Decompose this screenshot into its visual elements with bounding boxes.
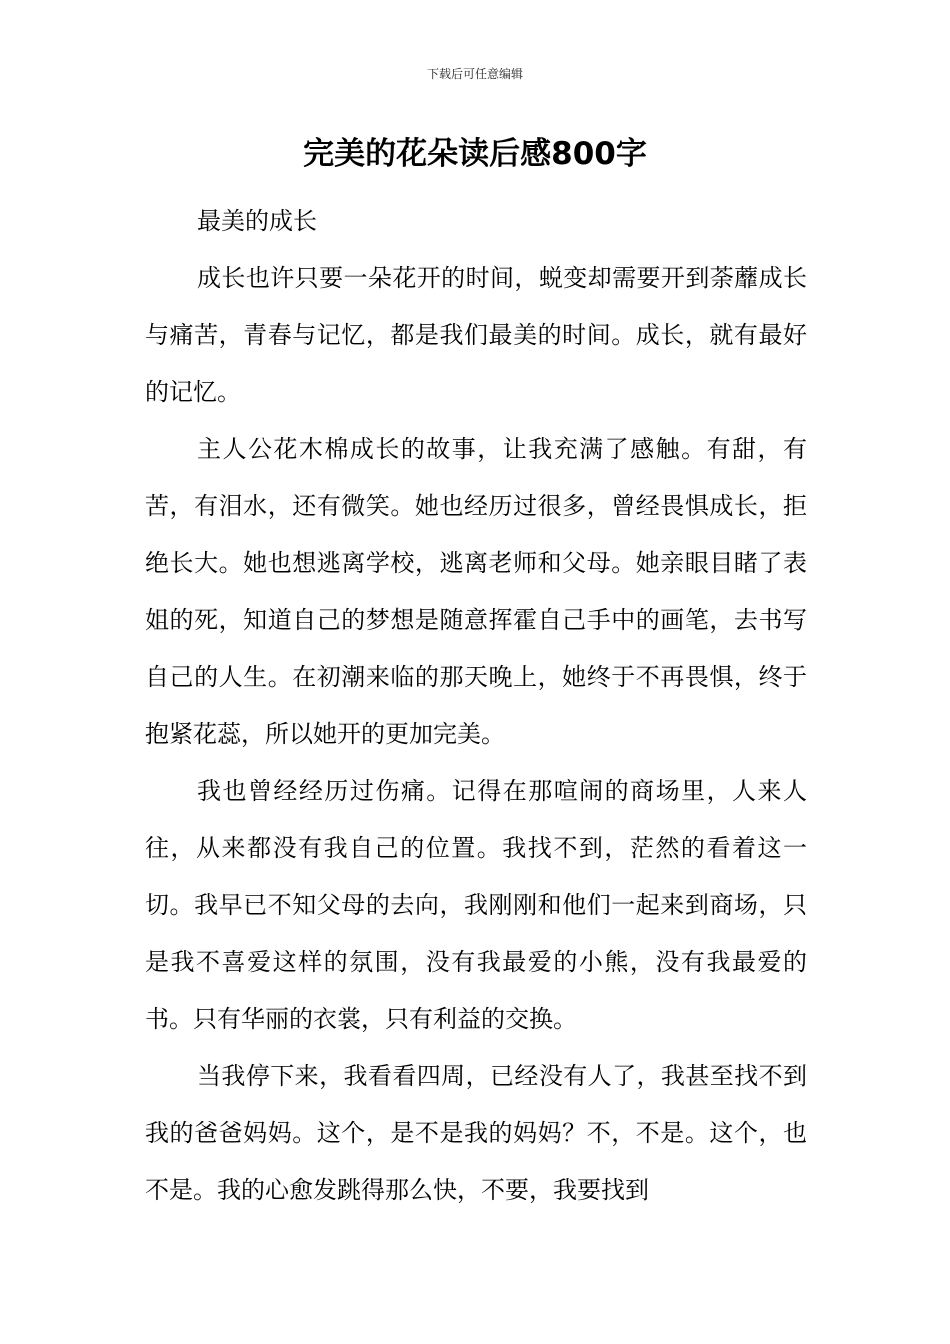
- header-note: 下载后可任意编辑: [426, 67, 523, 81]
- paragraph: 当我停下来，我看看四周，已经没有人了，我甚至找不到我的爸爸妈妈。这个，是不是我的妈妈？不，不是。这个，也不是。我的心愈发跳得那么快，不要，我要找到: [145, 1062, 807, 1204]
- paragraph: 成长也许只要一朵花开的时间，蜕变却需要开到荼蘼成长与痛苦，青春与记忆，都是我们最美的时间。成长，就有最好的记忆。: [145, 264, 807, 406]
- paragraph: 主人公花木棉成长的故事，让我充满了感触。有甜，有苦，有泪水，还有微笑。她也经历过很多，曾经畏惧成长，拒绝长大。她也想逃离学校，逃离老师和父母。她亲眼目睹了表姐的死，知道自己的梦想是随意挥霍自己手中的画笔，去书写自己的人生。在初潮来临的那天晚上，她终于不再畏惧，终于抱紧花蕊，所以她开的更加完美。: [145, 435, 807, 748]
- document-title: 完美的花朵读后感800字: [303, 136, 647, 172]
- paragraph-subtitle: 最美的成长: [197, 207, 317, 235]
- paragraph: 我也曾经经历过伤痛。记得在那喧闹的商场里，人来人往，从来都没有我自己的位置。我找不到，茫然的看着这一切。我早已不知父母的去向，我刚刚和他们一起来到商场，只是我不喜爱这样的氛围，没有我最爱的小熊，没有我最爱的书。只有华丽的衣裳，只有利益的交换。: [145, 777, 807, 1033]
- document-body: [145, 193, 807, 1219]
